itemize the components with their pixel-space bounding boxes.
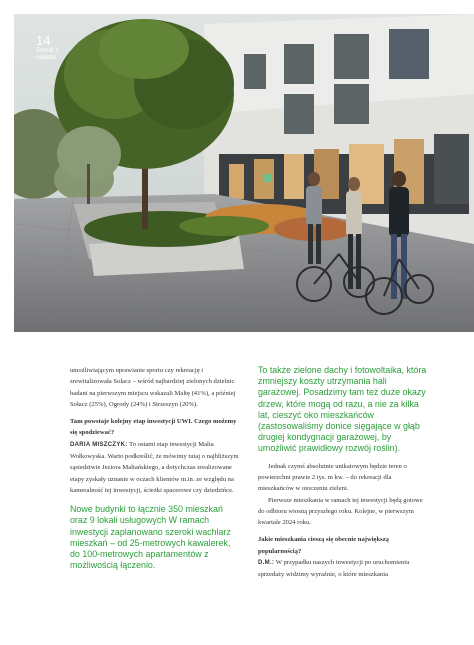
page-number: 14 [36, 33, 51, 48]
right-column [258, 365, 428, 581]
answer-text: W przypadku naszych inwestycji po uruchomieniu sprzedaży widzimy wyraźnie, o które mieszkania [258, 559, 410, 579]
interview-answer [258, 557, 428, 581]
speaker-label: DARIA MISZCZYK: [70, 441, 128, 448]
page-number-block [36, 34, 76, 61]
pull-quote: Nowe budynki to łącznie 350 mieszkań oraz 9 lokali usługowych W ramach inwestycji zaplanowano szeroki wachlarz mieszkań – od 25-metrowych kawalerek, do 100-metrowych apartamentów z możliwością łączenio. [70, 504, 231, 571]
section-label: Temat z okładki [36, 47, 59, 61]
paragraph: Jednak czymś absolutnie unikatowym będzie teren o powierzchni prawie 2 tys. m kw. – do rekreacji dla mieszkańców w otoczeniu zieleni. [258, 462, 407, 493]
left-column [70, 365, 240, 575]
speaker-label: D.M.: [258, 560, 275, 566]
paragraph: umożliwiającym uprawianie sportu czy rekreację i zrewitalizowała Sołacz – wśród najbardziej zielonych dzielnic badani na pierwszym miejscu wskazali Maltę (41%), a później Sołacz (25%), Ogrody (24%) i Strzeszyn (20%). [70, 367, 236, 408]
interview-question: Jakie mieszkania cieszą się obecnie największą popularnością? [258, 536, 389, 555]
answer-text: To ostatni etap inwestycji Malta Wołkowyska. Warto podkreślić, że mówimy tutaj o najbliższym sąsiedztwie Jeziora Maltańskiego, a dotychczas zrealizowane etapy zyskały uznanie w oczach klientów m.in. ze względu na kameralność tej inwestycji, ścieżki spacerowe czy dziedzińce. [70, 440, 239, 494]
hero-illustration [14, 14, 474, 332]
pull-quote: To także zielone dachy i fotowoltaika, która zmniejszy koszty utrzymania hali garażowej. Posadzimy tam też duże okazy drzew, które mogą od razu, a nie za kilka lat, cieszyć oko mieszkańców (zastosowaliśmy donice sięgające w głąb drugiej kondygnacji garażowej, by umożliwić prawidłowy rozwój roślin). [258, 365, 427, 454]
hero-image [14, 14, 474, 332]
interview-question: Tam powstaje kolejny etap inwestycji UWI. Czego możemy się spodziewać? [70, 418, 237, 437]
interview-answer [70, 439, 240, 496]
paragraph: Pierwsze mieszkania w ramach tej inwestycji będą gotowe do odbioru wiosną przyszłego roku. Kolejne, w pierwszym kwartale 2024 roku. [258, 496, 423, 527]
